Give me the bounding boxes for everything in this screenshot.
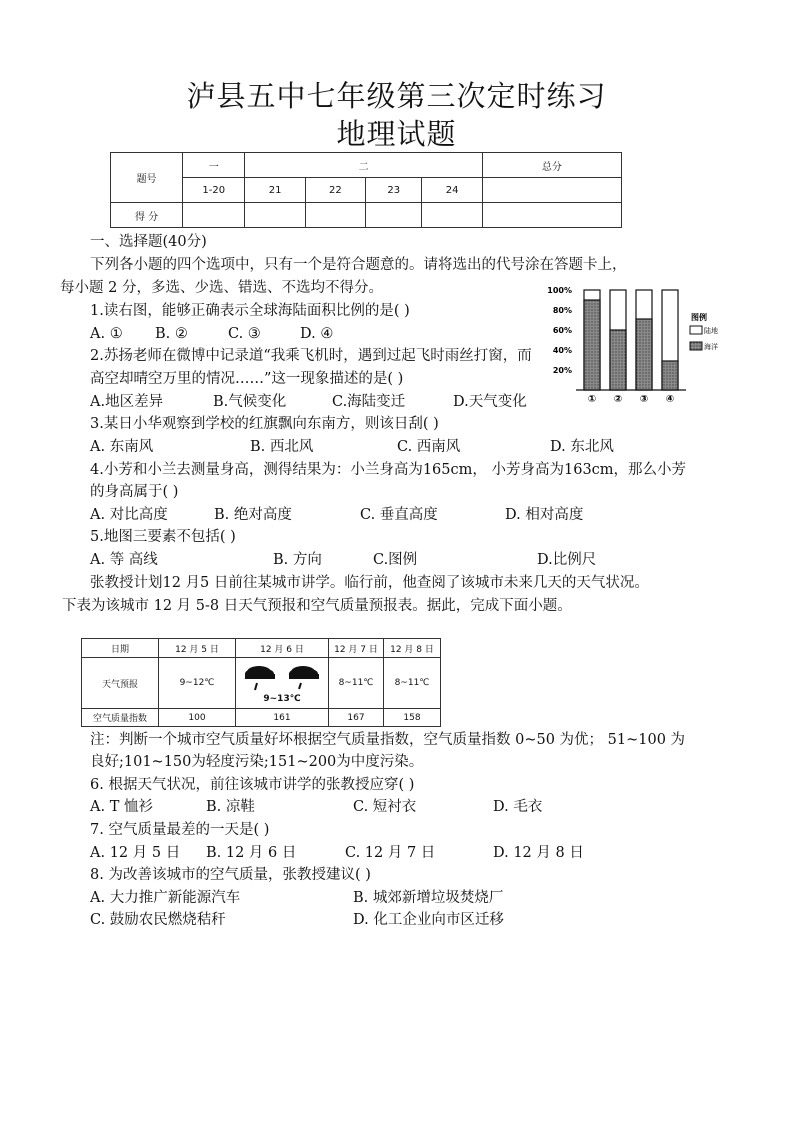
weather-temp-cell	[159, 658, 236, 709]
score-cell	[305, 203, 365, 228]
weather-temp: 8~11℃	[394, 678, 430, 688]
rain-cloud-icon	[239, 662, 325, 696]
land-sea-chart	[546, 282, 726, 406]
option: B. 方向	[273, 552, 322, 568]
question-stem: 8. 为改善该城市的空气质量，张教授建议( )	[90, 867, 371, 883]
question-stem: 的身高属于( )	[90, 484, 179, 500]
score-col-1-20: 1-20	[183, 178, 245, 203]
score-row-label: 得 分	[111, 203, 183, 228]
weather-header: 12 月 7 日	[329, 639, 384, 658]
y-tick-label: 100%	[547, 286, 572, 295]
x-tick-label: ④	[665, 394, 675, 405]
option: A. ①	[90, 326, 123, 342]
weather-rain-cell	[236, 658, 329, 709]
option: D. 化工企业向市区迁移	[353, 912, 504, 928]
legend-swatch-ocean	[690, 342, 702, 350]
page-title: 泸县五中七年级第三次定时练习	[186, 79, 607, 113]
option: B. 西北风	[250, 439, 314, 455]
intro-line: 张教授计划12 月5 日前往某城市讲学。临行前，他查阅了该城市未来几天的天气状况。	[90, 575, 649, 591]
score-total-blank	[482, 178, 621, 203]
option: D. 12 月 8 日	[493, 845, 584, 861]
legend-label-ocean: 海洋	[704, 343, 718, 351]
option: D. 毛衣	[493, 799, 543, 815]
score-header-label: 题号	[111, 153, 183, 203]
question-stem: 6. 根据天气状况，前往该城市讲学的张教授应穿( )	[90, 777, 415, 793]
option: B. 凉鞋	[206, 799, 255, 815]
legend-title: 图例	[691, 313, 707, 322]
option: A. 等 高线	[90, 552, 158, 568]
option: D. 东北风	[550, 439, 614, 455]
option: A. T 恤衫	[90, 799, 153, 815]
question-stem: 4.小芳和小兰去测量身高，测得结果为：小兰身高为165cm， 小芳身高为163cm，那么小芳	[90, 462, 687, 478]
score-table	[110, 152, 622, 228]
y-tick-label: 20%	[552, 366, 572, 375]
weather-header: 日期	[82, 639, 159, 658]
score-col-24: 24	[422, 178, 482, 203]
x-tick-label: ③	[639, 394, 649, 405]
aqi-value: 100	[159, 709, 236, 727]
page-subtitle: 地理试题	[336, 117, 457, 151]
bar-ocean	[662, 361, 678, 390]
note-line: 注：判断一个城市空气质量好坏根据空气质量指数，空气质量指数 0~50 为优； 51~100 为	[90, 732, 686, 748]
option: B.气候变化	[213, 394, 287, 410]
aqi-value: 167	[329, 709, 384, 727]
x-tick-label: ①	[587, 394, 597, 405]
option: A. 12 月 5 日	[90, 845, 181, 861]
question-stem: 5.地图三要素不包括( )	[90, 529, 236, 545]
score-total: 总分	[482, 153, 621, 178]
option: B. 12 月 6 日	[206, 845, 297, 861]
option: B. 绝对高度	[214, 507, 292, 523]
option: D. 相对高度	[505, 507, 584, 523]
option: C.图例	[373, 552, 418, 568]
option: C. 12 月 7 日	[345, 845, 436, 861]
question-stem: 高空却晴空万里的情况……”这一现象描述的是( )	[90, 371, 404, 387]
score-part2: 二	[245, 153, 482, 178]
weather-header: 12 月 5 日	[159, 639, 236, 658]
legend-swatch-land	[690, 326, 702, 334]
option: C. 垂直高度	[360, 507, 438, 523]
score-cell	[245, 203, 305, 228]
bar-ocean	[610, 330, 626, 390]
option: A. 东南风	[90, 439, 154, 455]
score-col-23: 23	[366, 178, 422, 203]
weather-temp-cell	[329, 658, 384, 709]
weather-temp-cell	[384, 658, 441, 709]
option: B. 城郊新增垃圾焚烧厂	[353, 890, 504, 906]
option: B. ②	[155, 326, 188, 342]
score-col-21: 21	[245, 178, 305, 203]
question-stem: 7. 空气质量最差的一天是( )	[90, 822, 270, 838]
score-cell	[422, 203, 482, 228]
section-heading: 一、选择题(40分)	[90, 234, 207, 250]
aqi-value: 161	[236, 709, 329, 727]
weather-temp: 8~11℃	[338, 678, 374, 688]
aqi-label: 空气质量指数	[82, 709, 159, 727]
option: D.天气变化	[453, 394, 527, 410]
y-tick-label: 40%	[552, 346, 572, 355]
weather-header: 12 月 8 日	[384, 639, 441, 658]
bar-ocean	[636, 319, 652, 390]
question-stem: 1.读右图，能够正确表示全球海陆面积比例的是( )	[90, 303, 410, 319]
option: C. ③	[228, 326, 261, 342]
option: A.地区差异	[90, 394, 164, 410]
aqi-value: 158	[384, 709, 441, 727]
score-col-22: 22	[305, 178, 365, 203]
y-tick-label: 80%	[552, 306, 572, 315]
score-cell	[183, 203, 245, 228]
weather-forecast-label: 天气预报	[82, 658, 159, 709]
intro-line: 下表为该城市 12 月 5-8 日天气预报和空气质量预报表。据此，完成下面小题。	[62, 598, 572, 614]
x-tick-label: ②	[613, 394, 623, 405]
option: A. 对比高度	[90, 507, 168, 523]
option: A. 大力推广新能源汽车	[90, 890, 241, 906]
instruction-line: 每小题 2 分，多选、少选、错选、不选均不得分。	[60, 280, 383, 296]
score-part1: 一	[183, 153, 245, 178]
score-cell	[482, 203, 621, 228]
option: C. 鼓励农民燃烧秸秆	[90, 912, 226, 928]
question-stem: 2.苏扬老师在微博中记录道“我乘飞机时，遇到过起飞时雨丝打窗，而	[90, 348, 532, 364]
score-cell	[366, 203, 422, 228]
weather-header: 12 月 6 日	[236, 639, 329, 658]
weather-temp: 9~13℃	[263, 694, 301, 704]
option: C. 短衬衣	[353, 799, 417, 815]
note-line: 良好;101~150为轻度污染;151~200为中度污染。	[90, 754, 424, 770]
bar-ocean	[584, 300, 600, 390]
option: C.海陆变迁	[332, 394, 406, 410]
option: D.比例尺	[537, 552, 597, 568]
question-stem: 3.某日小华观察到学校的红旗飘向东南方，则该日刮( )	[90, 416, 439, 432]
option: D. ④	[300, 326, 334, 342]
option: C. 西南风	[397, 439, 461, 455]
instruction-line: 下列各小题的四个选项中，只有一个是符合题意的。请将选出的代号涂在答题卡上，	[90, 257, 627, 273]
legend-label-land: 陆地	[704, 327, 718, 335]
weather-table	[81, 638, 441, 727]
y-tick-label: 60%	[552, 326, 572, 335]
weather-temp: 9~12℃	[179, 678, 215, 688]
